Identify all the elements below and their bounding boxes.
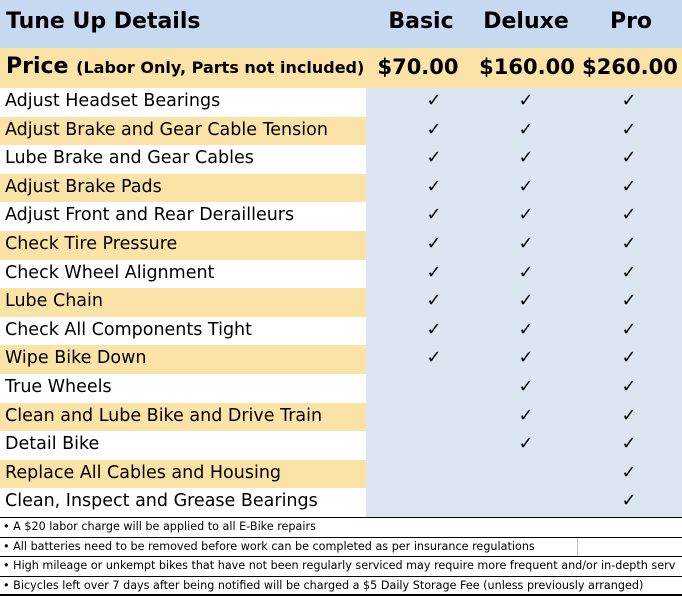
service-cell bbox=[0, 431, 366, 460]
check-icon-pro: ✓ bbox=[621, 204, 637, 226]
check-icon-pro: ✓ bbox=[621, 261, 637, 283]
check-icon-pro: ✓ bbox=[621, 175, 637, 197]
footnote-text: • A $20 labor charge will be applied to all E-Bike repairs bbox=[3, 520, 316, 533]
check-icon-deluxe: ✓ bbox=[518, 147, 534, 169]
check-icon-pro: ✓ bbox=[621, 147, 637, 169]
check-icon-deluxe: ✓ bbox=[518, 376, 534, 397]
price-label-group bbox=[6, 54, 364, 79]
price-row bbox=[0, 48, 682, 88]
service-cell bbox=[0, 88, 366, 117]
check-icon-basic: ✓ bbox=[426, 204, 442, 226]
price-basic: $70.00 bbox=[377, 55, 459, 79]
table-row bbox=[0, 460, 682, 489]
service-name: Replace All Cables and Housing bbox=[5, 462, 282, 483]
service-cell bbox=[0, 145, 366, 174]
table-row bbox=[0, 488, 682, 517]
table-row bbox=[0, 260, 682, 289]
service-name: True Wheels bbox=[5, 377, 112, 397]
price-note: (Labor Only, Parts not included) bbox=[76, 58, 365, 77]
check-icon-pro: ✓ bbox=[621, 433, 637, 455]
check-cells bbox=[366, 174, 682, 203]
check-icon-deluxe: ✓ bbox=[518, 290, 534, 312]
check-icon-pro: ✓ bbox=[621, 290, 637, 312]
table-row bbox=[0, 202, 682, 231]
footnote bbox=[0, 517, 682, 537]
table-row bbox=[0, 231, 682, 260]
cell-divider bbox=[577, 538, 578, 557]
footnote bbox=[0, 576, 682, 596]
column-basic: Basic bbox=[388, 9, 454, 34]
check-icon-basic: ✓ bbox=[426, 261, 442, 283]
check-icon-basic: ✓ bbox=[426, 175, 442, 197]
check-icon-pro: ✓ bbox=[621, 376, 637, 397]
check-icon-pro: ✓ bbox=[621, 347, 637, 369]
page-title: Tune Up Details bbox=[6, 9, 201, 34]
service-name: Adjust Brake and Gear Cable Tension bbox=[5, 119, 328, 140]
check-cells bbox=[366, 317, 682, 346]
check-icon-pro: ✓ bbox=[621, 461, 637, 483]
service-name: Detail Bike bbox=[5, 434, 100, 455]
service-cell bbox=[0, 317, 366, 346]
check-icon-deluxe: ✓ bbox=[518, 261, 534, 283]
service-cell bbox=[0, 117, 366, 146]
price-pro: $260.00 bbox=[582, 55, 678, 79]
service-name: Lube Chain bbox=[5, 291, 103, 312]
check-cells bbox=[366, 374, 682, 403]
check-cells bbox=[366, 460, 682, 489]
service-cell bbox=[0, 488, 366, 517]
column-pro: Pro bbox=[609, 9, 653, 34]
table-header bbox=[0, 0, 682, 48]
check-cells bbox=[366, 488, 682, 517]
service-name: Check Wheel Alignment bbox=[5, 262, 215, 283]
check-icon-basic: ✓ bbox=[426, 90, 442, 111]
check-cells bbox=[366, 88, 682, 117]
check-icon-deluxe: ✓ bbox=[518, 90, 534, 111]
table-row bbox=[0, 88, 682, 117]
service-cell bbox=[0, 374, 366, 403]
check-icon-pro: ✓ bbox=[621, 404, 637, 426]
footnote-text: • Bicycles left over 7 days after being notified will be charged a $5 Daily Storage Fee (unless previously arranged) bbox=[3, 578, 644, 592]
check-icon-deluxe: ✓ bbox=[518, 175, 534, 197]
check-icon-deluxe: ✓ bbox=[518, 204, 534, 226]
check-icon-deluxe: ✓ bbox=[518, 404, 534, 426]
check-cells bbox=[366, 431, 682, 460]
service-name: Check All Components Tight bbox=[5, 319, 253, 340]
check-icon-pro: ✓ bbox=[621, 90, 637, 111]
service-name: Lube Brake and Gear Cables bbox=[5, 148, 254, 169]
check-cells bbox=[366, 202, 682, 231]
service-cell bbox=[0, 260, 366, 289]
footnote bbox=[0, 537, 682, 557]
service-cell bbox=[0, 231, 366, 260]
service-name: Clean, Inspect and Grease Bearings bbox=[5, 491, 318, 512]
check-cells bbox=[366, 260, 682, 289]
check-icon-deluxe: ✓ bbox=[518, 118, 534, 140]
check-cells bbox=[366, 231, 682, 260]
service-name: Wipe Bike Down bbox=[5, 348, 147, 369]
check-icon-deluxe: ✓ bbox=[518, 318, 534, 340]
service-name: Clean and Lube Bike and Drive Train bbox=[5, 405, 323, 426]
check-icon-basic: ✓ bbox=[426, 233, 442, 254]
check-cells bbox=[366, 145, 682, 174]
service-cell bbox=[0, 403, 366, 432]
check-icon-pro: ✓ bbox=[621, 118, 637, 140]
check-cells bbox=[366, 288, 682, 317]
table-row bbox=[0, 374, 682, 403]
check-icon-pro: ✓ bbox=[621, 490, 637, 512]
service-cell bbox=[0, 202, 366, 231]
table-row bbox=[0, 117, 682, 146]
table-row bbox=[0, 345, 682, 374]
check-icon-pro: ✓ bbox=[621, 233, 637, 254]
service-name: Adjust Headset Bearings bbox=[5, 91, 221, 111]
footnote-text: • All batteries need to be removed before work can be completed as per insurance regulations bbox=[3, 539, 535, 553]
check-icon-deluxe: ✓ bbox=[518, 433, 534, 455]
table-row bbox=[0, 288, 682, 317]
check-cells bbox=[366, 117, 682, 146]
footnote bbox=[0, 556, 682, 576]
table-row bbox=[0, 431, 682, 460]
check-icon-basic: ✓ bbox=[426, 318, 442, 340]
check-icon-pro: ✓ bbox=[621, 318, 637, 340]
service-cell bbox=[0, 345, 366, 374]
table-row bbox=[0, 174, 682, 203]
column-deluxe: Deluxe bbox=[483, 9, 569, 34]
check-icon-deluxe: ✓ bbox=[518, 347, 534, 369]
check-icon-basic: ✓ bbox=[426, 347, 442, 369]
check-cells bbox=[366, 345, 682, 374]
check-icon-basic: ✓ bbox=[426, 147, 442, 169]
table-row bbox=[0, 317, 682, 346]
price-label: Price bbox=[6, 54, 69, 79]
table-row bbox=[0, 145, 682, 174]
service-cell bbox=[0, 460, 366, 489]
service-name: Check Tire Pressure bbox=[5, 234, 178, 254]
check-cells bbox=[366, 403, 682, 432]
service-cell bbox=[0, 288, 366, 317]
service-name: Adjust Front and Rear Derailleurs bbox=[5, 205, 295, 226]
check-icon-basic: ✓ bbox=[426, 118, 442, 140]
table-row bbox=[0, 403, 682, 432]
service-cell bbox=[0, 174, 366, 203]
footnote-text: • High mileage or unkempt bikes that have not been regularly serviced may require more frequent and/or in-depth serv bbox=[3, 559, 676, 572]
check-icon-basic: ✓ bbox=[426, 290, 442, 312]
price-deluxe: $160.00 bbox=[479, 55, 575, 79]
service-name: Adjust Brake Pads bbox=[5, 176, 162, 197]
check-icon-deluxe: ✓ bbox=[518, 233, 534, 254]
